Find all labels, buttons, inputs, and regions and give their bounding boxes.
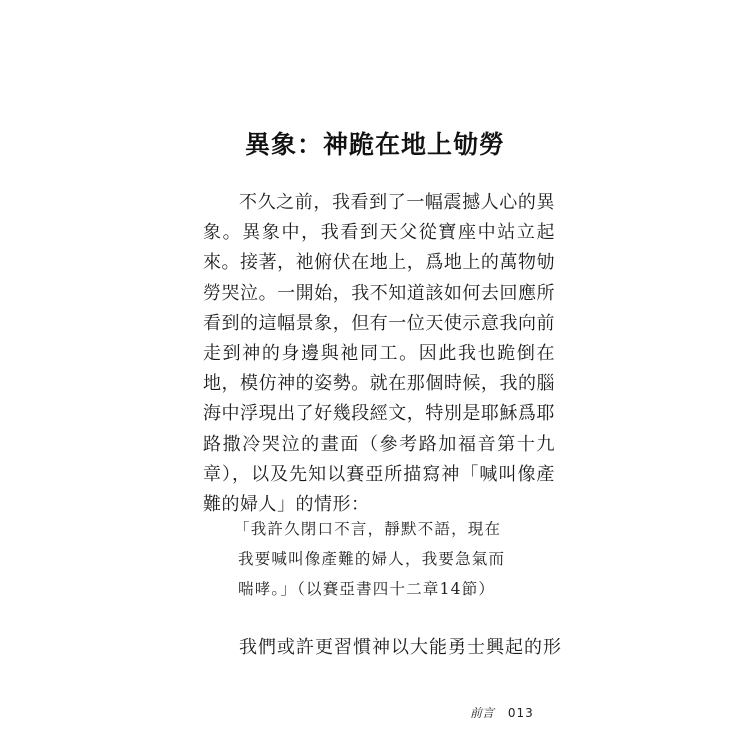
body-paragraph-2: 我們或許更習慣神以大能勇士興起的形 (239, 637, 562, 658)
footer-section-label: 前言 (470, 706, 495, 720)
page-number: 013 (507, 706, 534, 720)
scripture-quote (234, 514, 534, 604)
quote-line-3: 喘哮。」（以賽亞書四十二章14節） (238, 580, 496, 598)
body-paragraph-1: 不久之前，我看到了一幅震撼人心的異象。異象中，我看到天父從寶座中站立起來。接著，祂俯伏在地上，爲地上的萬物劬勞哭泣。一開始，我不知道該如何去回應所看到的這幅景象，但有一位天使示意我向前走到神的身邊與祂同工。因此我也跪倒在地，模仿神的姿勢。就在那個時候，我的腦海中浮現出了好幾段經文，特別是耶穌爲耶路撒冷哭泣的畫面（參考路加福音第十九章），以及先知以賽亞所描寫神「喊叫像產難的婦人」的情形： (203, 192, 555, 516)
quote-line-2: 我要喊叫像產難的婦人，我要急氣而 (238, 550, 506, 568)
quote-line-1: 「我許久閉口不言，靜默不語，現在 (234, 520, 502, 538)
chapter-title: 異象：神跪在地上劬勞 (244, 130, 505, 159)
page-footer (470, 705, 555, 721)
